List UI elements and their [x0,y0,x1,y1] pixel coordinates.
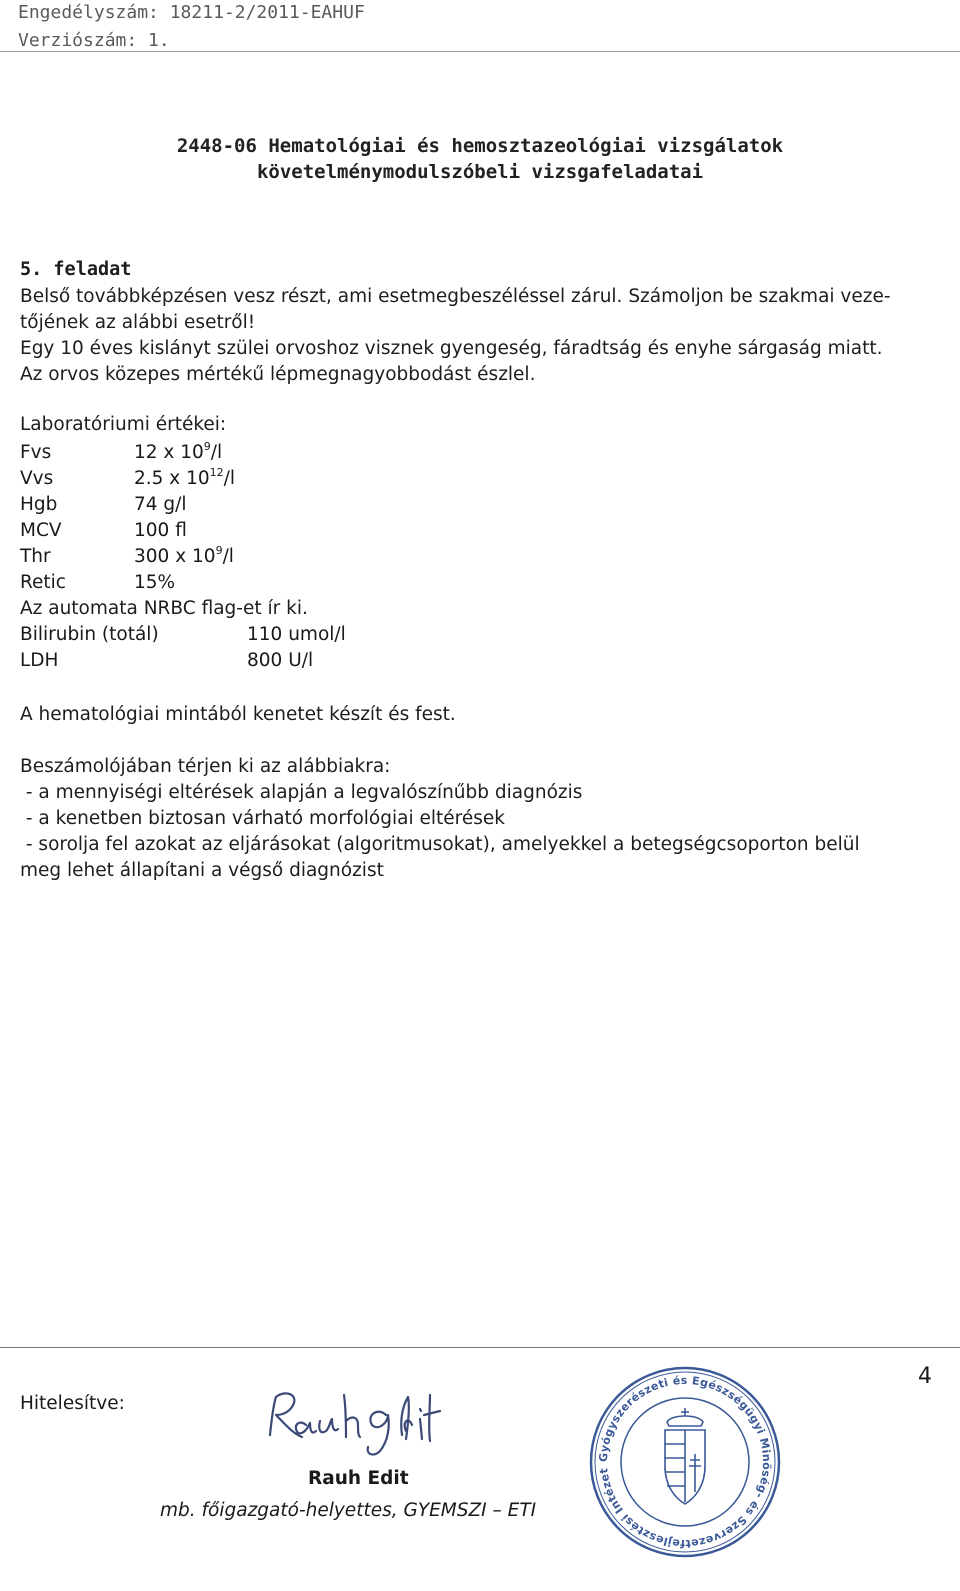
official-seal-stamp [585,1362,785,1562]
coat-of-arms-icon [665,1408,705,1504]
license-number: Engedélyszám: 18211-2/2011-EAHUF [18,2,365,23]
handwritten-signature [262,1385,482,1465]
lab-value: 2.5 x $10^{12}/l$ [134,466,236,489]
lab-name: LDH [20,650,59,671]
smear-note: A hematológiai mintából kenetet készít és fest. [20,704,456,725]
lab-value: 110 umol/l [247,624,346,645]
report-point: - a mennyiségi eltérések alapján a legvalószínűbb diagnózis [20,782,583,803]
intro-line: tőjének az alábbi esetről! [20,312,256,333]
signer-name: Rauh Edit [308,1468,409,1489]
lab-value: 74 g/l [134,494,187,515]
lab-name: Bilirubin (totál) [20,624,159,645]
lab-name: Vvs [20,468,54,489]
version-number: Verziószám: 1. [18,30,170,51]
lab-name: Hgb [20,494,58,515]
lab-name: Fvs [20,442,52,463]
doc-title-line2: követelménymodulszóbeli vizsgafeladatai [256,161,704,183]
report-point: - a kenetben biztosan várható morfológiai eltérések [20,808,505,829]
report-point: - sorolja fel azokat az eljárásokat (algoritmusokat), amelyekkel a betegségcsoporton belül [20,834,860,855]
header-divider [0,51,960,52]
lab-name: Thr [20,546,51,567]
intro-line: Egy 10 éves kislányt szülei orvoshoz visznek gyengeség, fáradtság és enyhe sárgaság miatt. [20,338,883,359]
doc-title-line1: 2448-06 Hematológiai és hemosztazeológiai vizsgálatok [176,135,784,157]
lab-heading: Laboratóriumi értékei: [20,414,227,435]
lab-name: Retic [20,572,66,593]
intro-line: Az orvos közepes mértékű lépmegnagyobbodást észlel. [20,364,536,385]
task-heading: 5. feladat [20,259,132,280]
lab-value: 100 fl [134,520,187,541]
certified-label: Hitelesítve: [20,1393,125,1414]
lab-value: 15% [134,572,176,593]
lab-name: MCV [20,520,62,541]
page-number: 4 [918,1364,932,1389]
lab-value: 300 x $10^9/l$ [134,544,234,567]
nrbc-note: Az automata NRBC flag-et ír ki. [20,598,308,619]
report-heading: Beszámolójában térjen ki az alábbiakra: [20,756,391,777]
signer-role: mb. főigazgató-helyettes, GYEMSZI – ETI [160,1500,537,1521]
report-point: meg lehet állapítani a végső diagnózist [20,860,384,881]
lab-value: 800 U/l [247,650,314,671]
seal-text: Gyógyszerészeti és Egészségügyi Minőség- és Szervezetfejlesztési Intézet [596,1373,774,1551]
intro-line: Belső továbbképzésen vesz részt, ami esetmegbeszéléssel zárul. Számoljon be szakmai veze- [20,286,891,307]
lab-value: 12 x $10^9/l$ [134,440,223,463]
footer-divider [0,1347,960,1348]
